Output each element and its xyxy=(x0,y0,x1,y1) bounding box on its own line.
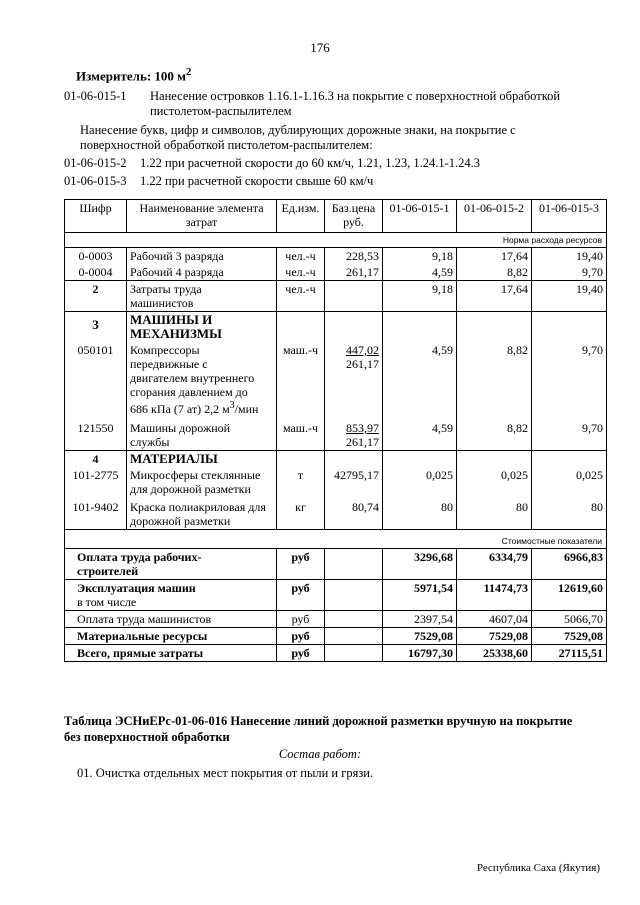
section-name: МАТЕРИАЛЫ xyxy=(127,451,277,468)
section-row xyxy=(65,451,607,468)
row-name: Рабочий 4 разряда xyxy=(127,264,277,281)
cost-name: Оплата труда машинистов xyxy=(65,611,277,628)
row-v1: 80 xyxy=(383,497,457,530)
intro-line-2: поверхностной обработкой пистолетом-распылителем: xyxy=(80,138,373,152)
price-top: 447,02 xyxy=(346,343,379,357)
item-code-2: 01-06-015-2 xyxy=(64,156,127,170)
measure-sup: 2 xyxy=(186,66,192,78)
page-footer: Республика Саха (Якутия) xyxy=(476,862,600,874)
row-code: 101-9402 xyxy=(65,497,127,530)
row-v1: 0,025 xyxy=(383,467,457,497)
row-unit: чел.-ч xyxy=(277,264,325,281)
row-code: 2 xyxy=(65,281,127,312)
next-table-title-1: Таблица ЭСНиЕРс-01-06-016 Нанесение линий дорожной разметки вручную на покрытие xyxy=(64,714,573,728)
header-unit: Ед.изм. xyxy=(277,200,325,233)
row-v2: 8,82 xyxy=(457,417,532,451)
item-code-1: 01-06-015-1 xyxy=(64,89,127,103)
row-unit: маш.-ч xyxy=(277,417,325,451)
row-name xyxy=(127,342,277,417)
table-row xyxy=(65,248,607,265)
row-name xyxy=(127,281,277,312)
row-price: 228,53 xyxy=(325,248,383,265)
work-item: 01. Очистка отдельных мест покрытия от пыли и грязи. xyxy=(77,766,374,780)
cost-v1: 16797,30 xyxy=(383,645,457,662)
row-name xyxy=(127,467,277,497)
table-row xyxy=(65,264,607,281)
section-name-2: МЕХАНИЗМЫ xyxy=(130,326,222,341)
cost-v2: 25338,60 xyxy=(457,645,532,662)
cost-caption-row xyxy=(65,530,607,549)
price-top: 853,97 xyxy=(346,421,379,435)
cost-name xyxy=(65,580,277,611)
item-code-3: 01-06-015-3 xyxy=(64,174,127,188)
cost-row xyxy=(65,580,607,611)
cost-name xyxy=(65,549,277,580)
item-text-2: 1.22 при расчетной скорости до 60 км/ч, 1.21, 1.23, 1.24.1-1.24.3 xyxy=(140,156,481,170)
row-code: 101-2775 xyxy=(65,467,127,497)
row-unit: чел.-ч xyxy=(277,281,325,312)
row-v1: 9,18 xyxy=(383,281,457,312)
name-line: Машины дорожной xyxy=(130,421,231,435)
cost-v3: 27115,51 xyxy=(532,645,607,662)
cost-v3: 7529,08 xyxy=(532,628,607,645)
row-name xyxy=(127,417,277,451)
cost-unit: руб xyxy=(277,549,325,580)
price-bottom: 261,17 xyxy=(346,357,379,371)
table-row xyxy=(65,467,607,497)
row-v1: 4,59 xyxy=(383,342,457,417)
name-line: Компрессоры xyxy=(130,343,200,357)
name-line: 686 кПа (7 ат) 2,2 м xyxy=(130,402,230,416)
row-unit: чел.-ч xyxy=(277,248,325,265)
row-price xyxy=(325,417,383,451)
row-name-1: Краска полиакриловая для xyxy=(130,500,266,514)
header-price-1: Баз.цена xyxy=(331,201,376,215)
table-row xyxy=(65,497,607,530)
section-code: 3 xyxy=(65,312,127,343)
row-v1: 4,59 xyxy=(383,264,457,281)
measure-label: Измеритель: 100 м xyxy=(76,68,187,84)
row-v3: 9,70 xyxy=(532,264,607,281)
cost-row xyxy=(65,549,607,580)
row-v3: 80 xyxy=(532,497,607,530)
row-v2: 17,64 xyxy=(457,248,532,265)
header-col-2: 01-06-015-2 xyxy=(457,200,532,233)
row-name xyxy=(127,497,277,530)
row-name-1: Затраты труда xyxy=(130,282,202,296)
row-v3: 19,40 xyxy=(532,281,607,312)
row-v3: 9,70 xyxy=(532,417,607,451)
cost-v3: 12619,60 xyxy=(532,580,607,611)
cost-unit: руб xyxy=(277,628,325,645)
work-composition-heading: Состав работ: xyxy=(278,747,362,761)
table-row xyxy=(65,417,607,451)
cost-name-2: в том числе xyxy=(77,595,137,609)
name-sup: 3 xyxy=(229,400,235,411)
row-v2: 0,025 xyxy=(457,467,532,497)
row-name-2: машинистов xyxy=(130,296,194,310)
cost-v2: 4607,04 xyxy=(457,611,532,628)
row-name-2: для дорожной разметки xyxy=(130,482,251,496)
row-v3: 9,70 xyxy=(532,342,607,417)
header-col-1: 01-06-015-1 xyxy=(383,200,457,233)
row-code: 0-0003 xyxy=(65,248,127,265)
row-code: 0-0004 xyxy=(65,264,127,281)
cost-v3: 6966,83 xyxy=(532,549,607,580)
row-v3: 0,025 xyxy=(532,467,607,497)
header-code: Шифр xyxy=(65,200,127,233)
cost-v1: 5971,54 xyxy=(383,580,457,611)
cost-v1: 2397,54 xyxy=(383,611,457,628)
header-price xyxy=(325,200,383,233)
cost-name: Материальные ресурсы xyxy=(65,628,277,645)
row-price: 80,74 xyxy=(325,497,383,530)
next-table-title xyxy=(64,713,604,745)
cost-name-1: Оплата труда рабочих- xyxy=(77,550,202,564)
table-row xyxy=(65,281,607,312)
section-row xyxy=(65,312,607,343)
header-name-1: Наименование элемента xyxy=(139,201,264,215)
row-v2: 80 xyxy=(457,497,532,530)
cost-row xyxy=(65,645,607,662)
section-code: 4 xyxy=(65,451,127,468)
page-number: 176 xyxy=(310,40,330,55)
row-price: 261,17 xyxy=(325,264,383,281)
row-price xyxy=(325,342,383,417)
row-v1: 9,18 xyxy=(383,248,457,265)
name-line: службы xyxy=(130,435,170,449)
cost-row xyxy=(65,611,607,628)
cost-unit: руб xyxy=(277,611,325,628)
row-price: 42795,17 xyxy=(325,467,383,497)
name-line: передвижные с xyxy=(130,357,208,371)
cost-caption: Стоимостные показатели xyxy=(65,530,607,549)
table-row xyxy=(65,342,607,417)
cost-v2: 11474,73 xyxy=(457,580,532,611)
cost-v3: 5066,70 xyxy=(532,611,607,628)
row-name-1: Микросферы стеклянные xyxy=(130,468,261,482)
cost-name: Всего, прямые затраты xyxy=(65,645,277,662)
row-v2: 17,64 xyxy=(457,281,532,312)
header-name-2: затрат xyxy=(185,215,218,229)
row-v1: 4,59 xyxy=(383,417,457,451)
header-name xyxy=(127,200,277,233)
item-text-3: 1.22 при расчетной скорости свыше 60 км/ч xyxy=(140,174,374,188)
norm-caption-row xyxy=(65,233,607,248)
cost-row xyxy=(65,628,607,645)
row-code: 121550 xyxy=(65,417,127,451)
row-price xyxy=(325,281,383,312)
measure-unit xyxy=(76,66,191,84)
name-line: сгорания давлением до xyxy=(130,385,248,399)
price-bottom: 261,17 xyxy=(346,435,379,449)
row-name-2: дорожной разметки xyxy=(130,514,231,528)
name-tail: /мин xyxy=(234,402,259,416)
item-text-1b: пистолетом-распылителем xyxy=(150,104,292,118)
header-col-3: 01-06-015-3 xyxy=(532,200,607,233)
section-name-1: МАШИНЫ И xyxy=(130,312,213,327)
cost-name-1: Эксплуатация машин xyxy=(77,581,196,595)
next-table-title-2: без поверхностной обработки xyxy=(64,730,230,744)
resource-table xyxy=(64,199,607,662)
table-header-row xyxy=(65,200,607,233)
cost-name-2: строителей xyxy=(77,564,139,578)
intro-line-1: Нанесение букв, цифр и символов, дублирующих дорожные знаки, на покрытие с xyxy=(80,123,516,137)
header-price-2: руб. xyxy=(343,215,364,229)
cost-unit: руб xyxy=(277,645,325,662)
row-v3: 19,40 xyxy=(532,248,607,265)
row-code: 050101 xyxy=(65,342,127,417)
row-v2: 8,82 xyxy=(457,342,532,417)
row-unit: маш.-ч xyxy=(277,342,325,417)
norm-caption: Норма расхода ресурсов xyxy=(65,233,607,248)
row-unit: кг xyxy=(277,497,325,530)
row-v2: 8,82 xyxy=(457,264,532,281)
cost-v2: 6334,79 xyxy=(457,549,532,580)
item-text-1: Нанесение островков 1.16.1-1.16.3 на покрытие с поверхностной обработкой xyxy=(150,89,561,103)
cost-v2: 7529,08 xyxy=(457,628,532,645)
row-unit: т xyxy=(277,467,325,497)
name-line: двигателем внутреннего xyxy=(130,371,255,385)
row-name: Рабочий 3 разряда xyxy=(127,248,277,265)
cost-v1: 3296,68 xyxy=(383,549,457,580)
section-name xyxy=(127,312,277,343)
cost-unit: руб xyxy=(277,580,325,611)
cost-v1: 7529,08 xyxy=(383,628,457,645)
